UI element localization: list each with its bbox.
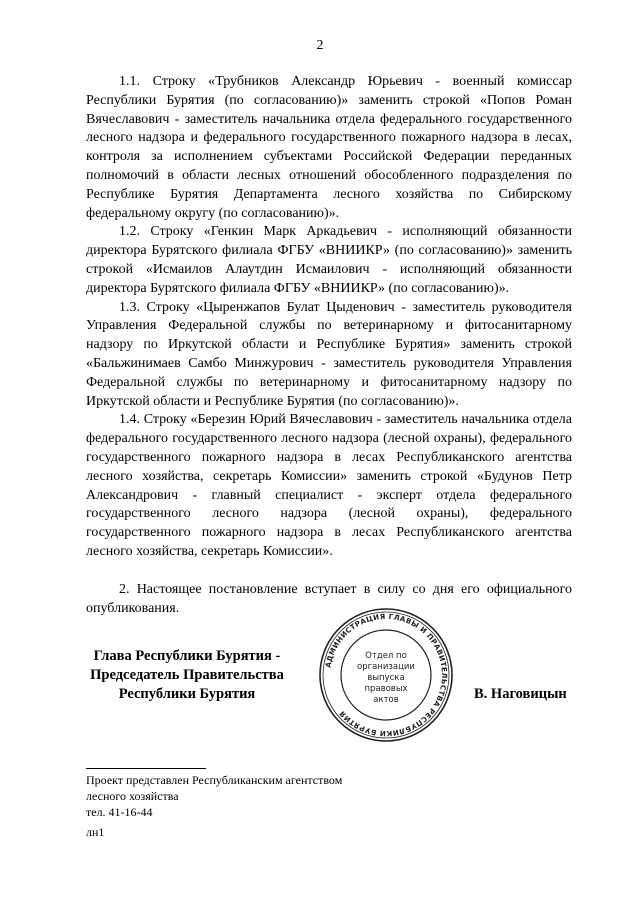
footer-line: Проект представлен Республиканским агентством [86, 773, 343, 787]
official-stamp [317, 606, 455, 744]
stamp-center-line: организации [357, 662, 415, 672]
signatory-title [72, 647, 302, 704]
stamp-center-line: Отдел по [365, 651, 407, 661]
paragraph-2: 2. Настоящее постановление вступает в силу со дня его официального опубликования. [86, 581, 572, 616]
signatory-title-line: Республики Бурятия [118, 686, 256, 702]
paragraph-1-1: 1.1. Строку «Трубников Александр Юрьевич - военный комиссар Республики Бурятия (по согласованию)» заменить строкой «Попов Роман Вячеславович - заместитель начальника отдела федерального государственного лесного надзора и федерального государственного пожарного надзора в лесах, контроля за исполнением субъектами Российской Федерации переданных полномочий в области лесных отношений обособленного подразделения по Республике Бурятия Департамента лесного хозяйства по Сибирскому федеральному округу (по согласованию)». [86, 74, 572, 221]
stamp-center-line: правовых [364, 684, 408, 694]
stamp-ring-text: АДМИНИСТРАЦИЯ ГЛАВЫ И ПРАВИТЕЛЬСТВА РЕСПУБЛИКИ БУРЯТИЯ [323, 611, 450, 739]
paragraph-1-3: 1.3. Строку «Цыренжапов Булат Цыденович - заместитель руководителя Управления Федеральной службы по ветеринарному и фитосанитарному надзору по Иркутской области и Республике Бурятия» заменить строкой «Бальжинимаев Самбо Минжурович - заместитель руководителя Управления Федеральной службы по ветеринарному и фитосанитарному надзору по Иркутской области и Республике Бурятия (по согласованию)». [86, 299, 572, 409]
stamp-center-line: актов [373, 695, 399, 705]
footer-divider [86, 768, 206, 769]
footer-note [86, 772, 342, 820]
document-body [86, 73, 572, 618]
paragraph-1-4: 1.4. Строку «Березин Юрий Вячеславович - заместитель начальника отдела федерального государственного лесного надзора (лесной охраны), федерального государственного пожарного надзора в лесах Республиканского агентства лесного хозяйства, секретарь Комиссии» заменить строкой «Будунов Петр Александрович - главный специалист - эксперт отдела федерального государственного лесного надзора (лесной охраны), федерального государственного пожарного надзора в лесах Республиканского агентства лесного хозяйства, секретарь Комиссии». [86, 412, 572, 559]
page-number: 2 [316, 38, 324, 53]
document-marker: лн1 [86, 825, 105, 839]
signatory-title-line: Глава Республики Бурятия - [93, 648, 281, 664]
paragraph-1-2: 1.2. Строку «Генкин Марк Аркадьевич - исполняющий обязанности директора Бурятского филиала ФГБУ «ВНИИКР» (по согласованию)» заменить строкой «Исмаилов Алаутдин Исмаилович - исполняющий обязанности директора Бурятского филиала ФГБУ «ВНИИКР» (по согласованию)». [86, 224, 572, 296]
signatory-name: В. Наговицын [474, 686, 567, 702]
footer-phone: тел. 41-16-44 [86, 805, 153, 819]
signatory-title-line: Председатель Правительства [90, 667, 284, 683]
stamp-center-line: выпуска [367, 673, 405, 683]
footer-line: лесного хозяйства [86, 789, 179, 803]
